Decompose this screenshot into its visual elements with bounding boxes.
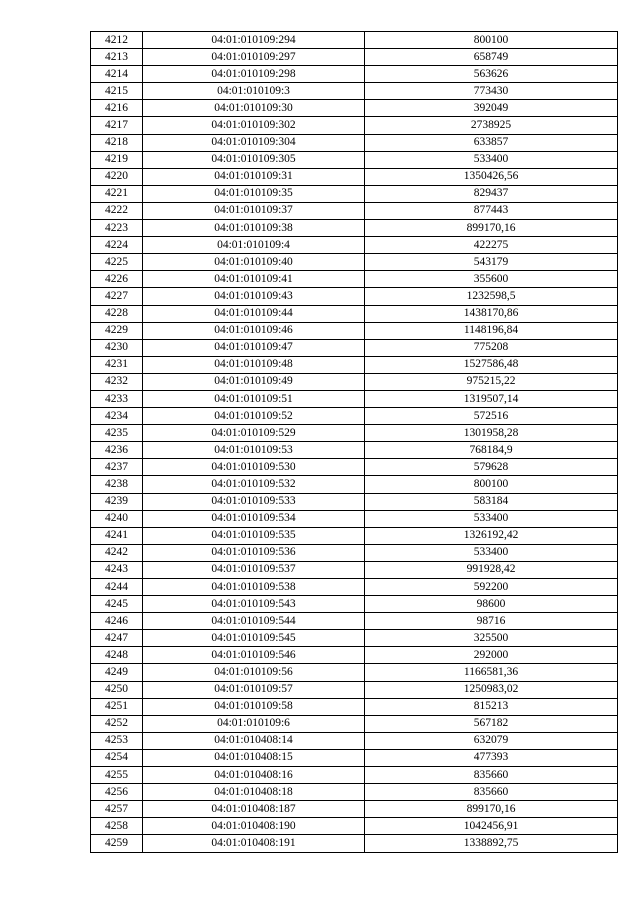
value-cell: 632079	[365, 732, 618, 749]
row-number-cell: 4226	[91, 271, 143, 288]
value-cell: 572516	[365, 408, 618, 425]
value-cell: 800100	[365, 32, 618, 49]
cadastral-number-cell: 04:01:010109:58	[143, 698, 365, 715]
value-cell: 533400	[365, 151, 618, 168]
cadastral-number-cell: 04:01:010408:187	[143, 801, 365, 818]
cadastral-number-cell: 04:01:010109:30	[143, 100, 365, 117]
row-number-cell: 4241	[91, 527, 143, 544]
value-cell: 775208	[365, 339, 618, 356]
table-row	[91, 801, 618, 818]
cadastral-number-cell: 04:01:010109:298	[143, 66, 365, 83]
table-row	[91, 322, 618, 339]
table-row	[91, 613, 618, 630]
value-cell: 899170,16	[365, 220, 618, 237]
table-row	[91, 425, 618, 442]
value-cell: 592200	[365, 579, 618, 596]
row-number-cell: 4245	[91, 596, 143, 613]
value-cell: 768184,9	[365, 442, 618, 459]
table-row	[91, 527, 618, 544]
cadastral-number-cell: 04:01:010109:38	[143, 220, 365, 237]
cadastral-number-cell: 04:01:010109:3	[143, 83, 365, 100]
value-cell: 1250983,02	[365, 681, 618, 698]
table-row	[91, 664, 618, 681]
row-number-cell: 4236	[91, 442, 143, 459]
table-row	[91, 544, 618, 561]
table-row	[91, 459, 618, 476]
table-row	[91, 237, 618, 254]
table-row	[91, 749, 618, 766]
value-cell: 563626	[365, 66, 618, 83]
row-number-cell: 4244	[91, 579, 143, 596]
cadastral-number-cell: 04:01:010109:532	[143, 476, 365, 493]
row-number-cell: 4238	[91, 476, 143, 493]
value-cell: 477393	[365, 749, 618, 766]
row-number-cell: 4235	[91, 425, 143, 442]
row-number-cell: 4214	[91, 66, 143, 83]
value-cell: 773430	[365, 83, 618, 100]
cadastral-number-cell: 04:01:010109:52	[143, 408, 365, 425]
table-row	[91, 83, 618, 100]
cadastral-number-cell: 04:01:010109:4	[143, 237, 365, 254]
cadastral-number-cell: 04:01:010109:302	[143, 117, 365, 134]
table-row	[91, 254, 618, 271]
value-cell: 835660	[365, 767, 618, 784]
cadastral-number-cell: 04:01:010109:544	[143, 613, 365, 630]
row-number-cell: 4250	[91, 681, 143, 698]
row-number-cell: 4223	[91, 220, 143, 237]
row-number-cell: 4249	[91, 664, 143, 681]
cadastral-number-cell: 04:01:010408:18	[143, 784, 365, 801]
table-row	[91, 818, 618, 835]
value-cell: 355600	[365, 271, 618, 288]
cadastral-number-cell: 04:01:010109:543	[143, 596, 365, 613]
table-row	[91, 630, 618, 647]
table-row	[91, 596, 618, 613]
value-cell: 829437	[365, 185, 618, 202]
table-row	[91, 339, 618, 356]
cadastral-number-cell: 04:01:010109:535	[143, 527, 365, 544]
table-row	[91, 408, 618, 425]
cadastral-number-cell: 04:01:010109:537	[143, 561, 365, 578]
cadastral-number-cell: 04:01:010109:545	[143, 630, 365, 647]
cadastral-number-cell: 04:01:010109:43	[143, 288, 365, 305]
value-cell: 533400	[365, 510, 618, 527]
row-number-cell: 4257	[91, 801, 143, 818]
value-cell: 2738925	[365, 117, 618, 134]
cadastral-number-cell: 04:01:010109:37	[143, 202, 365, 219]
row-number-cell: 4228	[91, 305, 143, 322]
row-number-cell: 4225	[91, 254, 143, 271]
value-cell: 1438170,86	[365, 305, 618, 322]
value-cell: 98600	[365, 596, 618, 613]
row-number-cell: 4217	[91, 117, 143, 134]
table-row	[91, 698, 618, 715]
table-row	[91, 185, 618, 202]
cadastral-number-cell: 04:01:010109:546	[143, 647, 365, 664]
row-number-cell: 4258	[91, 818, 143, 835]
cadastral-value-table	[90, 31, 618, 853]
cadastral-number-cell: 04:01:010408:15	[143, 749, 365, 766]
row-number-cell: 4229	[91, 322, 143, 339]
table-body	[91, 32, 618, 853]
value-cell: 579628	[365, 459, 618, 476]
cadastral-number-cell: 04:01:010109:297	[143, 49, 365, 66]
cadastral-number-cell: 04:01:010109:6	[143, 715, 365, 732]
row-number-cell: 4212	[91, 32, 143, 49]
cadastral-number-cell: 04:01:010109:536	[143, 544, 365, 561]
table-row	[91, 561, 618, 578]
table-row	[91, 373, 618, 390]
value-cell: 633857	[365, 134, 618, 151]
cadastral-number-cell: 04:01:010408:190	[143, 818, 365, 835]
cadastral-number-cell: 04:01:010408:191	[143, 835, 365, 852]
value-cell: 543179	[365, 254, 618, 271]
table-row	[91, 442, 618, 459]
value-cell: 1319507,14	[365, 390, 618, 407]
row-number-cell: 4216	[91, 100, 143, 117]
value-cell: 1148196,84	[365, 322, 618, 339]
cadastral-number-cell: 04:01:010109:49	[143, 373, 365, 390]
row-number-cell: 4240	[91, 510, 143, 527]
value-cell: 98716	[365, 613, 618, 630]
value-cell: 1166581,36	[365, 664, 618, 681]
value-cell: 877443	[365, 202, 618, 219]
table-row	[91, 681, 618, 698]
row-number-cell: 4254	[91, 749, 143, 766]
row-number-cell: 4253	[91, 732, 143, 749]
table-row	[91, 134, 618, 151]
table-row	[91, 49, 618, 66]
row-number-cell: 4255	[91, 767, 143, 784]
row-number-cell: 4221	[91, 185, 143, 202]
row-number-cell: 4251	[91, 698, 143, 715]
cadastral-number-cell: 04:01:010109:47	[143, 339, 365, 356]
row-number-cell: 4224	[91, 237, 143, 254]
value-cell: 1527586,48	[365, 356, 618, 373]
cadastral-number-cell: 04:01:010109:31	[143, 168, 365, 185]
row-number-cell: 4220	[91, 168, 143, 185]
cadastral-number-cell: 04:01:010109:51	[143, 390, 365, 407]
cadastral-number-cell: 04:01:010109:35	[143, 185, 365, 202]
table-row	[91, 220, 618, 237]
value-cell: 422275	[365, 237, 618, 254]
row-number-cell: 4215	[91, 83, 143, 100]
value-cell: 292000	[365, 647, 618, 664]
row-number-cell: 4247	[91, 630, 143, 647]
value-cell: 899170,16	[365, 801, 618, 818]
row-number-cell: 4232	[91, 373, 143, 390]
table-row	[91, 784, 618, 801]
value-cell: 1042456,91	[365, 818, 618, 835]
row-number-cell: 4237	[91, 459, 143, 476]
table-row	[91, 835, 618, 852]
cadastral-number-cell: 04:01:010109:294	[143, 32, 365, 49]
cadastral-number-cell: 04:01:010109:538	[143, 579, 365, 596]
row-number-cell: 4218	[91, 134, 143, 151]
cadastral-number-cell: 04:01:010109:304	[143, 134, 365, 151]
value-cell: 815213	[365, 698, 618, 715]
cadastral-number-cell: 04:01:010109:41	[143, 271, 365, 288]
cadastral-number-cell: 04:01:010408:14	[143, 732, 365, 749]
value-cell: 1326192,42	[365, 527, 618, 544]
row-number-cell: 4252	[91, 715, 143, 732]
value-cell: 1232598,5	[365, 288, 618, 305]
cadastral-number-cell: 04:01:010109:530	[143, 459, 365, 476]
table-row	[91, 117, 618, 134]
value-cell: 533400	[365, 544, 618, 561]
row-number-cell: 4256	[91, 784, 143, 801]
cadastral-number-cell: 04:01:010109:534	[143, 510, 365, 527]
table-row	[91, 767, 618, 784]
cadastral-number-cell: 04:01:010109:53	[143, 442, 365, 459]
value-cell: 1350426,56	[365, 168, 618, 185]
table-row	[91, 151, 618, 168]
table-row	[91, 390, 618, 407]
value-cell: 325500	[365, 630, 618, 647]
value-cell: 1301958,28	[365, 425, 618, 442]
table-row	[91, 32, 618, 49]
table-row	[91, 356, 618, 373]
row-number-cell: 4246	[91, 613, 143, 630]
cadastral-number-cell: 04:01:010109:44	[143, 305, 365, 322]
row-number-cell: 4259	[91, 835, 143, 852]
row-number-cell: 4227	[91, 288, 143, 305]
cadastral-number-cell: 04:01:010109:40	[143, 254, 365, 271]
row-number-cell: 4239	[91, 493, 143, 510]
table-row	[91, 476, 618, 493]
cadastral-number-cell: 04:01:010109:533	[143, 493, 365, 510]
value-cell: 800100	[365, 476, 618, 493]
row-number-cell: 4230	[91, 339, 143, 356]
value-cell: 583184	[365, 493, 618, 510]
row-number-cell: 4234	[91, 408, 143, 425]
row-number-cell: 4233	[91, 390, 143, 407]
cadastral-number-cell: 04:01:010109:46	[143, 322, 365, 339]
table-row	[91, 715, 618, 732]
table-row	[91, 288, 618, 305]
row-number-cell: 4242	[91, 544, 143, 561]
cadastral-number-cell: 04:01:010109:48	[143, 356, 365, 373]
cadastral-number-cell: 04:01:010109:56	[143, 664, 365, 681]
cadastral-number-cell: 04:01:010408:16	[143, 767, 365, 784]
value-cell: 658749	[365, 49, 618, 66]
table-row	[91, 647, 618, 664]
table-row	[91, 271, 618, 288]
row-number-cell: 4219	[91, 151, 143, 168]
value-cell: 1338892,75	[365, 835, 618, 852]
cadastral-number-cell: 04:01:010109:305	[143, 151, 365, 168]
table-row	[91, 579, 618, 596]
row-number-cell: 4222	[91, 202, 143, 219]
row-number-cell: 4243	[91, 561, 143, 578]
cadastral-number-cell: 04:01:010109:529	[143, 425, 365, 442]
cadastral-number-cell: 04:01:010109:57	[143, 681, 365, 698]
value-cell: 392049	[365, 100, 618, 117]
row-number-cell: 4248	[91, 647, 143, 664]
table-row	[91, 305, 618, 322]
value-cell: 975215,22	[365, 373, 618, 390]
value-cell: 567182	[365, 715, 618, 732]
row-number-cell: 4231	[91, 356, 143, 373]
row-number-cell: 4213	[91, 49, 143, 66]
value-cell: 835660	[365, 784, 618, 801]
value-cell: 991928,42	[365, 561, 618, 578]
table-row	[91, 510, 618, 527]
table-row	[91, 493, 618, 510]
table-row	[91, 202, 618, 219]
table-row	[91, 100, 618, 117]
table-row	[91, 168, 618, 185]
table-row	[91, 66, 618, 83]
table-row	[91, 732, 618, 749]
